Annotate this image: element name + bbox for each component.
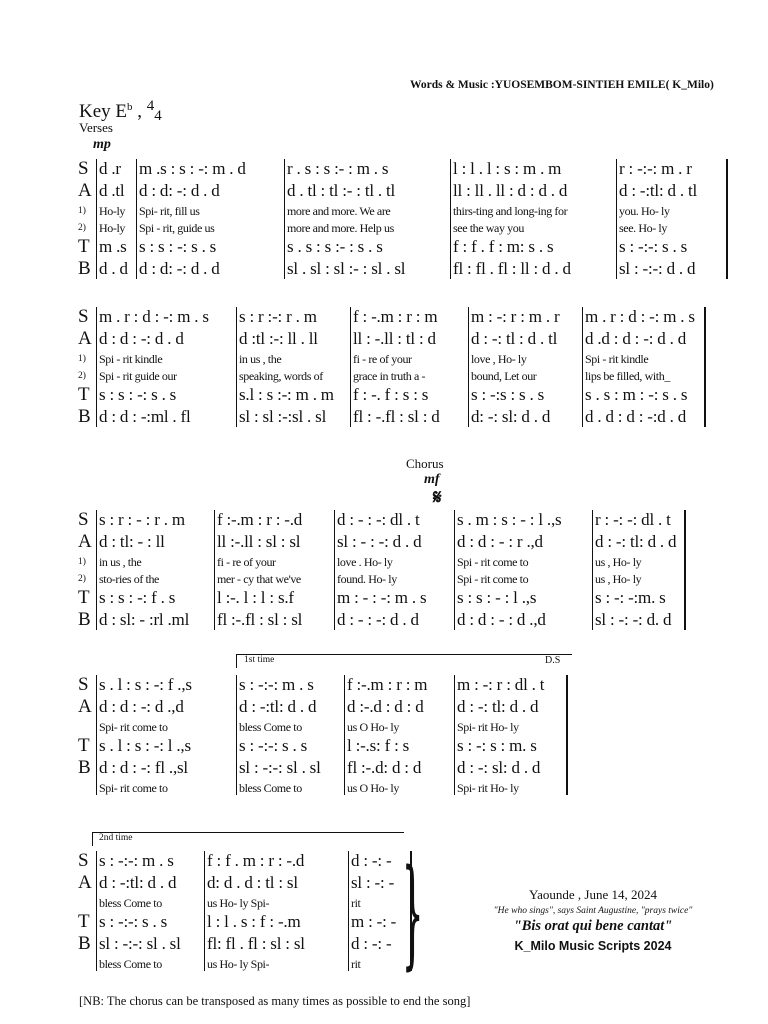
solfa-measure: s . s : m : -: s . s [585, 385, 688, 404]
bar-line [704, 307, 706, 427]
solfa-measure: s : s : -: f . s [99, 588, 176, 607]
bar-line [726, 159, 728, 279]
time-signature-bottom: 4 [154, 108, 162, 124]
lyric-row-1 [78, 552, 684, 569]
voice-label: A [78, 531, 92, 552]
dal-segno-marking: D.S [545, 655, 561, 666]
lyric-measure: see. Ho- ly [619, 221, 667, 235]
solfa-measure: d : -: sl: d . d [457, 758, 541, 777]
voice-label: S [78, 850, 89, 871]
verse-number: 1) [78, 557, 86, 567]
solfa-measure: d : d : -:ml . fl [99, 407, 191, 426]
lyric-measure: Spi- rit, fill us [139, 204, 200, 218]
solfa-measure: sl . sl : sl :- : sl . sl [287, 259, 406, 278]
solfa-measure: l :-. l : l : s.f [217, 588, 294, 607]
lyric-measure: us Ho- ly Spi- [207, 957, 270, 971]
voice-label: S [78, 674, 89, 695]
lyric-measure: us , Ho- ly [595, 555, 642, 569]
voice-row-a [78, 871, 410, 893]
solfa-measure: fl: fl . fl : sl : sl [207, 934, 305, 953]
solfa-measure: d : tl: - : ll [99, 532, 165, 551]
voice-label: B [78, 609, 91, 630]
solfa-measure: ll :-.ll : sl : sl [217, 532, 301, 551]
voice-label: A [78, 872, 92, 893]
scripts-credit: K_Milo Music Scripts 2024 [514, 939, 672, 953]
solfa-measure: s : -:-: s . s [239, 736, 308, 755]
voice-label: T [78, 384, 90, 405]
voice-label: T [78, 911, 90, 932]
voice-row-b [78, 756, 566, 778]
lyric-measure: Spi - rit come to [457, 572, 529, 586]
solfa-measure: f :-.m : r : m [347, 675, 428, 694]
lyric-measure: love , Ho- ly [471, 352, 527, 366]
bar-line [96, 307, 97, 427]
bar-line [582, 307, 583, 427]
voice-label: A [78, 180, 92, 201]
augustine-quote: "He who sings", says Saint Augustine, "prays twice" [493, 906, 693, 916]
solfa-measure: s : -:-: s . s [619, 237, 688, 256]
voice-label: T [78, 587, 90, 608]
lyric-measure: love . Ho- ly [337, 555, 393, 569]
lyric-measure: bless Come to [99, 896, 162, 910]
second-ending-bracket-tick [92, 832, 93, 846]
solfa-measure: d .r [99, 159, 121, 178]
solfa-measure: d: -: sl: d . d [471, 407, 551, 426]
solfa-measure: s : r : - : r . m [99, 510, 185, 529]
lyric-measure: fi - re of your [353, 352, 412, 366]
bar-line [344, 675, 345, 795]
solfa-measure: d : -: tl : d . tl [471, 329, 558, 348]
voice-row-b [78, 405, 704, 427]
lyric-measure: Spi - rit kindle [99, 352, 163, 366]
solfa-measure: sl : - : -: d . d [337, 532, 422, 551]
lyric-measure: rit [351, 896, 361, 910]
solfa-measure: sl : sl :-:sl . sl [239, 407, 327, 426]
solfa-measure: l : l . l : s : m . m [453, 159, 562, 178]
key-separator: , [132, 101, 147, 122]
voice-row-s [78, 849, 410, 871]
voice-row-s [78, 305, 704, 327]
solfa-measure: m . r : d : -: m . s [585, 307, 695, 326]
voice-label: B [78, 933, 91, 954]
solfa-measure: d : d : -: fl .,sl [99, 758, 188, 777]
lyric-measure: see the way you [453, 221, 524, 235]
solfa-measure: sl : -: - [351, 873, 395, 892]
lyric-row-1 [78, 201, 726, 218]
voice-row-a [78, 695, 566, 717]
solfa-measure: d : d: -: d . d [139, 181, 220, 200]
bar-line [96, 675, 97, 795]
lyric-measure: us O Ho- ly [347, 781, 399, 795]
solfa-measure: d : -:tl: d . d [99, 873, 177, 892]
solfa-measure: f : f . f : m: s . s [453, 237, 554, 256]
solfa-measure: s : -: -:m. s [595, 588, 666, 607]
bar-line [592, 510, 593, 630]
lyric-measure: bless Come to [239, 781, 302, 795]
solfa-measure: l : l . s : f : -.m [207, 912, 301, 931]
solfa-measure: s : -:-: m . s [99, 851, 174, 870]
lyric-measure: us , Ho- ly [595, 572, 642, 586]
dynamic-mp: mp [93, 137, 111, 152]
section-label-verses: Verses [79, 120, 113, 135]
lyric-row-2 [78, 218, 726, 235]
voice-row-s [78, 673, 566, 695]
solfa-measure: d : d: -: d . d [139, 259, 220, 278]
lyric-measure: more and more. Help us [287, 221, 394, 235]
solfa-measure: s : -: s : m. s [457, 736, 537, 755]
voice-label: S [78, 306, 89, 327]
bar-line [236, 307, 237, 427]
voice-label: T [78, 735, 90, 756]
place-date: Yaounde , June 14, 2024 [529, 887, 657, 902]
lyric-row-text [78, 954, 410, 971]
solfa-measure: s : s : -: s . s [99, 385, 177, 404]
bar-line [96, 851, 97, 971]
solfa-measure: s : s : -: s . s [139, 237, 217, 256]
bar-line [450, 159, 451, 279]
solfa-measure: d :-.d : d : d [347, 697, 424, 716]
lyric-measure: us Ho- ly Spi- [207, 896, 270, 910]
solfa-measure: m : -: r : m . r [471, 307, 560, 326]
lyric-measure: Spi- rit Ho- ly [457, 781, 519, 795]
solfa-measure: s . s : s :- : s . s [287, 237, 383, 256]
solfa-measure: d : -: tl: d . d [457, 697, 539, 716]
lyric-measure: bless Come to [239, 720, 302, 734]
closing-brace-icon: } [402, 846, 424, 983]
solfa-measure: ll : -.ll : tl : d [353, 329, 436, 348]
solfa-measure: d .tl [99, 181, 125, 200]
lyric-measure: speaking, words of [239, 369, 323, 383]
lyric-measure: Spi- rit come to [99, 720, 168, 734]
footnote: [NB: The chorus can be transposed as many times as possible to end the song] [79, 994, 471, 1008]
solfa-measure: sl : -: -: d. d [595, 610, 672, 629]
second-ending-bracket [92, 832, 404, 833]
voice-label: A [78, 696, 92, 717]
solfa-measure: m .s : s : -: m . d [139, 159, 246, 178]
solfa-measure: sl : -:-: d . d [619, 259, 696, 278]
solfa-measure: m : -: - [351, 912, 397, 931]
voice-row-s [78, 508, 684, 530]
first-ending-bracket [236, 654, 572, 655]
solfa-measure: d: d . d : tl : sl [207, 873, 298, 892]
solfa-measure: f : -. f : s : s [353, 385, 429, 404]
key-flat: b [127, 101, 133, 113]
solfa-measure: d : -: - [351, 851, 392, 870]
solfa-measure: d : -: tl: d . d [595, 532, 677, 551]
voice-row-b [78, 608, 684, 630]
solfa-measure: r : -:-: m . r [619, 159, 692, 178]
signoff-block [478, 887, 708, 953]
lyric-measure: bound, Let our [471, 369, 537, 383]
solfa-measure: sl : -:-: sl . sl [239, 758, 321, 777]
solfa-measure: f : f . m : r : -.d [207, 851, 305, 870]
lyric-measure: lips be filled, with_ [585, 369, 670, 383]
lyric-measure: you. Ho- ly [619, 204, 670, 218]
lyric-measure: sto-ries of the [99, 572, 159, 586]
lyric-measure: fi - re of your [217, 555, 276, 569]
bar-line [284, 159, 285, 279]
solfa-measure: s : -:-: s . s [99, 912, 168, 931]
voice-row-t [78, 586, 684, 608]
voice-label: B [78, 757, 91, 778]
lyric-row-text [78, 893, 410, 910]
verse-system-2 [78, 305, 704, 427]
voice-row-t [78, 910, 410, 932]
segno-icon: 𝄋 [433, 487, 442, 509]
voice-row-t [78, 235, 726, 257]
solfa-measure: d . d : d : -:d . d [585, 407, 687, 426]
voice-row-t [78, 383, 704, 405]
voice-row-s [78, 157, 726, 179]
lyric-measure: found. Ho- ly [337, 572, 397, 586]
bar-line [350, 307, 351, 427]
solfa-measure: r . s : s :- : m . s [287, 159, 389, 178]
solfa-measure: d : d : -: d . d [99, 329, 184, 348]
verse-number: 1) [78, 206, 86, 216]
time-signature-top: 4 [146, 98, 155, 114]
lyric-measure: in us , the [239, 352, 282, 366]
voice-row-b [78, 257, 726, 279]
lyric-row-2 [78, 366, 704, 383]
verse-number: 2) [78, 574, 86, 584]
lyric-row-2 [78, 569, 684, 586]
lyric-measure: Spi- rit come to [99, 781, 168, 795]
lyric-measure: bless Come to [99, 957, 162, 971]
lyric-row-1 [78, 349, 704, 366]
solfa-measure: d : d : - : d .,d [457, 610, 546, 629]
lyric-measure: in us , the [99, 555, 142, 569]
solfa-measure: d : - : -: d . d [337, 610, 419, 629]
bar-line [96, 159, 97, 279]
solfa-measure: m .s [99, 237, 127, 256]
solfa-measure: d : - : -: dl . t [337, 510, 420, 529]
lyric-measure: Ho-ly [99, 204, 125, 218]
lyric-measure: Ho-ly [99, 221, 125, 235]
solfa-measure: fl : fl . fl : ll : d . d [453, 259, 571, 278]
solfa-measure: d :tl :-: ll . ll [239, 329, 318, 348]
voice-row-a [78, 530, 684, 552]
lyric-measure: more and more. We are [287, 204, 391, 218]
lyric-row-text [78, 778, 566, 795]
solfa-measure: m : - : -: m . s [337, 588, 427, 607]
solfa-measure: s : -:s : s . s [471, 385, 545, 404]
first-ending-label: 1st time [244, 655, 275, 665]
voice-label: A [78, 328, 92, 349]
solfa-measure: d : d : - : r .,d [457, 532, 543, 551]
solfa-measure: d . d [99, 259, 128, 278]
solfa-measure: d . tl : tl :- : tl . tl [287, 181, 396, 200]
bar-line [468, 307, 469, 427]
bar-line [214, 510, 215, 630]
lyric-measure: grace in truth a - [353, 369, 426, 383]
solfa-measure: l :-.s: f : s [347, 736, 410, 755]
lyric-measure: mer - cy that we've [217, 572, 301, 586]
bar-line [96, 510, 97, 630]
chorus-system-second-ending [78, 849, 410, 971]
lyric-measure: Spi - rit, guide us [139, 221, 215, 235]
solfa-measure: s.l : s :-: m . m [239, 385, 334, 404]
lyric-measure: thirs-ting and long-ing for [453, 204, 568, 218]
key-prefix: Key E [79, 101, 128, 122]
solfa-measure: sl : -:-: sl . sl [99, 934, 181, 953]
bar-line [684, 510, 686, 630]
bar-line [204, 851, 205, 971]
lyric-measure: us O Ho- ly [347, 720, 399, 734]
solfa-measure: d : -: - [351, 934, 392, 953]
lyric-measure: Spi - rit kindle [585, 352, 649, 366]
solfa-measure: fl :-.d: d : d [347, 758, 422, 777]
solfa-measure: f :-.m : r : -.d [217, 510, 303, 529]
voice-row-t [78, 734, 566, 756]
verse-number: 1) [78, 354, 86, 364]
solfa-measure: d : sl: - :rl .ml [99, 610, 190, 629]
solfa-measure: f : -.m : r : m [353, 307, 438, 326]
verse-system-1 [78, 157, 726, 279]
voice-label: S [78, 158, 89, 179]
lyric-measure: Spi- rit Ho- ly [457, 720, 519, 734]
bar-line [566, 675, 568, 795]
lyric-measure: Spi - rit come to [457, 555, 529, 569]
lyric-measure: rit [351, 957, 361, 971]
section-label-chorus: Chorus [406, 456, 444, 471]
verse-number: 2) [78, 223, 86, 233]
credit-line: Words & Music :YUOSEMBOM-SINTIEH EMILE( K_Milo) [410, 79, 714, 91]
solfa-measure: m . r : d : -: m . s [99, 307, 209, 326]
solfa-measure: m : -: r : dl . t [457, 675, 545, 694]
solfa-measure: s . l : s : -: l .,s [99, 736, 191, 755]
solfa-measure: s : -:-: m . s [239, 675, 314, 694]
solfa-measure: s : s : - : l .,s [457, 588, 537, 607]
bar-line [136, 159, 137, 279]
solfa-measure: d : -:tl: d . d [239, 697, 317, 716]
solfa-measure: s . m : s : - : l .,s [457, 510, 562, 529]
solfa-measure: s : r :-: r . m [239, 307, 317, 326]
chorus-system-first-ending [78, 673, 566, 795]
solfa-measure: ll : ll . ll : d : d . d [453, 181, 568, 200]
bar-line [454, 675, 455, 795]
bar-line [334, 510, 335, 630]
solfa-measure: fl :-.fl : sl : sl [217, 610, 303, 629]
solfa-measure: r : -: -: dl . t [595, 510, 671, 529]
solfa-measure: d .d : d : -: d . d [585, 329, 687, 348]
solfa-measure: d : d : -: d .,d [99, 697, 184, 716]
second-ending-label: 2nd time [99, 833, 133, 843]
bar-line [348, 851, 349, 971]
voice-label: S [78, 509, 89, 530]
bar-line [616, 159, 617, 279]
dynamic-mf: mf [424, 472, 440, 487]
solfa-measure: s . l : s : -: f .,s [99, 675, 192, 694]
voice-row-b [78, 932, 410, 954]
lyric-measure: Spi - rit guide our [99, 369, 177, 383]
voice-row-a [78, 327, 704, 349]
voice-label: T [78, 236, 90, 257]
chorus-system-1 [78, 508, 684, 630]
latin-motto: "Bis orat qui bene cantat" [513, 918, 673, 934]
solfa-measure: fl : -.fl : sl : d [353, 407, 440, 426]
lyric-row-text [78, 717, 566, 734]
voice-label: B [78, 258, 91, 279]
solfa-measure: d : -:tl: d . tl [619, 181, 698, 200]
voice-row-a [78, 179, 726, 201]
first-ending-bracket-tick [236, 654, 237, 668]
verse-number: 2) [78, 371, 86, 381]
bar-line [236, 675, 237, 795]
bar-line [454, 510, 455, 630]
voice-label: B [78, 406, 91, 427]
